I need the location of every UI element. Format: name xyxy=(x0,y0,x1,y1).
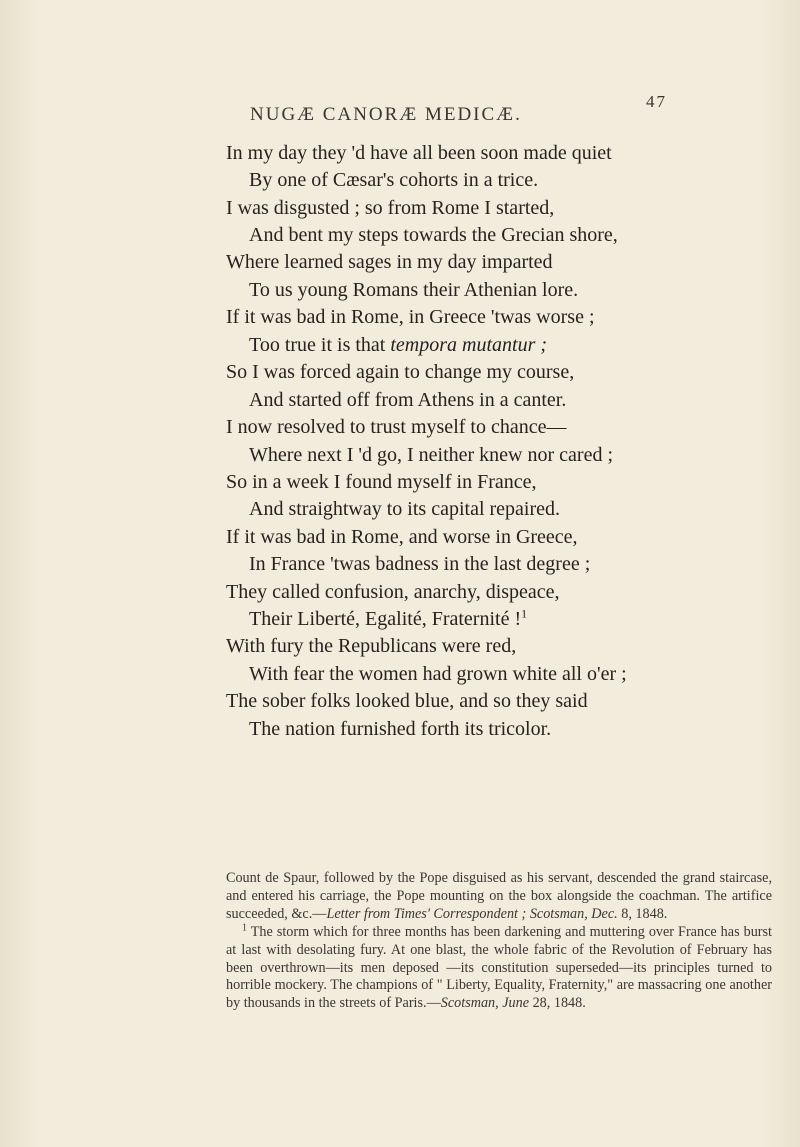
poem-line xyxy=(249,333,547,357)
footnote-date: 28, 1848. xyxy=(529,995,586,1012)
poem-line: The nation furnished forth its tricolor. xyxy=(249,718,552,740)
poem-line: To us young Romans their Athenian lore. xyxy=(249,279,579,301)
poem-line-text: Too true it is that xyxy=(249,334,391,356)
footnote-1 xyxy=(226,921,772,1014)
poem-line: In France 'twas badness in the last degree ; xyxy=(249,553,591,575)
continued-note-text: Count de Spaur, followed by the Pope disguised as his servant, descended the grand staircase, and entered his carriage, the Pope mounting on the box alongside the coachman. The artifice succeeded, &c.— xyxy=(226,870,772,922)
poem-line: So in a week I found myself in France, xyxy=(226,471,537,493)
poem-line: In my day they 'd have all been soon made quiet xyxy=(226,142,612,164)
poem-line: I was disgusted ; so from Rome I started, xyxy=(226,197,555,219)
poem-line: And straightway to its capital repaired. xyxy=(249,498,561,520)
poem-line: I now resolved to trust myself to chance— xyxy=(226,416,567,438)
poem-line: They called confusion, anarchy, dispeace, xyxy=(226,581,560,603)
poem-line-text: Their Liberté, Egalité, Fraternité ! xyxy=(249,608,522,630)
footnote-marker: 1 xyxy=(242,921,247,933)
poem-line xyxy=(249,607,527,631)
poem-line: If it was bad in Rome, and worse in Greece, xyxy=(226,526,578,548)
footnotes xyxy=(226,870,772,1013)
continued-note-source: Letter from Times' Correspondent ; Scotsman, Dec. xyxy=(326,905,618,922)
poem-line: So I was forced again to change my course, xyxy=(226,361,575,383)
poem-line: Where learned sages in my day imparted xyxy=(226,251,553,273)
poem-line-italic: tempora mutantur ; xyxy=(390,334,548,356)
footnote-reference: 1 xyxy=(521,606,528,621)
poem-line: With fear the women had grown white all o'er ; xyxy=(249,663,627,685)
poem-line: With fury the Republicans were red, xyxy=(226,635,517,657)
poem-line: Where next I 'd go, I neither knew nor cared ; xyxy=(249,444,614,466)
poem-line: By one of Cæsar's cohorts in a trice. xyxy=(249,169,539,191)
poem-line: If it was bad in Rome, in Greece 'twas worse ; xyxy=(226,306,595,328)
footnote-text: The storm which for three months has been darkening and muttering over France has burst at last with desolating fury. At one blast, the whole fabric of the Revolution of February has been overthrown—its men deposed —its constitution superseded—its principles turned to horrible mockery. The champions of " Liberty, Equality, Fraternity," are massacring one another by thousands in the streets of Paris.— xyxy=(226,923,772,1012)
poem-line: And started off from Athens in a canter. xyxy=(249,389,567,411)
page-number: 47 xyxy=(646,92,667,111)
poem-line: The sober folks looked blue, and so they said xyxy=(226,690,588,712)
running-head-title: NUGÆ CANORÆ MEDICÆ. xyxy=(250,104,522,125)
poem-line: And bent my steps towards the Grecian shore, xyxy=(249,224,618,246)
continued-note xyxy=(226,870,772,924)
continued-note-date: 8, 1848. xyxy=(617,905,668,922)
footnote-source: Scotsman, June xyxy=(440,995,530,1012)
